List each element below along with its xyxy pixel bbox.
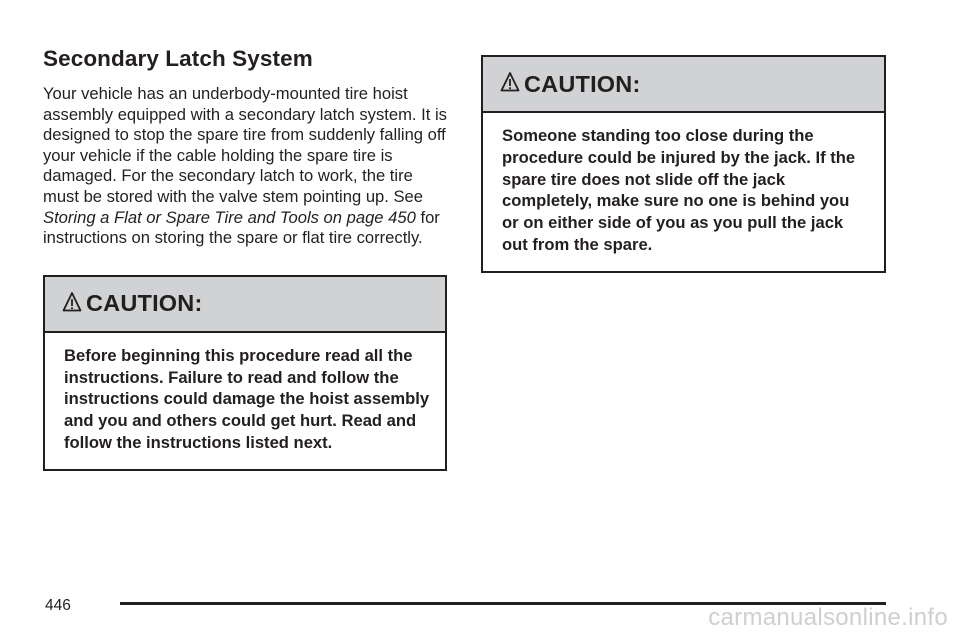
right-column bbox=[481, 55, 886, 273]
caution-text: Before beginning this procedure read all the instructions. Failure to read and follow the instructions could damage the hoist assembly and you and others could get hurt. Read and follow the instructions listed next. bbox=[64, 345, 430, 452]
section-paragraph bbox=[43, 84, 447, 249]
warning-triangle-icon bbox=[62, 291, 82, 313]
cross-reference-link[interactable]: Storing a Flat or Spare Tire and Tools on page 450 bbox=[43, 207, 416, 227]
page-number: 446 bbox=[45, 597, 71, 614]
section-title: Secondary Latch System bbox=[43, 46, 313, 71]
caution-box-jack bbox=[481, 55, 886, 273]
caution-header bbox=[45, 277, 445, 333]
watermark: carmanualsonline.info bbox=[708, 604, 948, 631]
caution-label: CAUTION: bbox=[86, 290, 203, 317]
caution-text: Someone standing too close during the procedure could be injured by the jack. If the spare tire does not slide off the jack completely, make sure no one is behind you or on either side of you as you pull the jack out from the spare. bbox=[502, 126, 856, 254]
left-column bbox=[43, 44, 447, 471]
caution-header bbox=[483, 57, 884, 113]
warning-triangle-icon bbox=[500, 71, 520, 93]
caution-box-hoist bbox=[43, 275, 447, 471]
caution-label: CAUTION: bbox=[524, 70, 641, 97]
paragraph-text-before: Your vehicle has an underbody-mounted tire hoist assembly equipped with a secondary latch system. It is designed to stop the spare tire from suddenly falling off your vehicle if the cable holding the spare tire is damaged. For the secondary latch to work, the tire must be stored with the valve stem pointing up. See bbox=[43, 84, 447, 206]
paragraph-text-after: for instructions on storing the spare or flat tire correctly. bbox=[43, 207, 440, 248]
